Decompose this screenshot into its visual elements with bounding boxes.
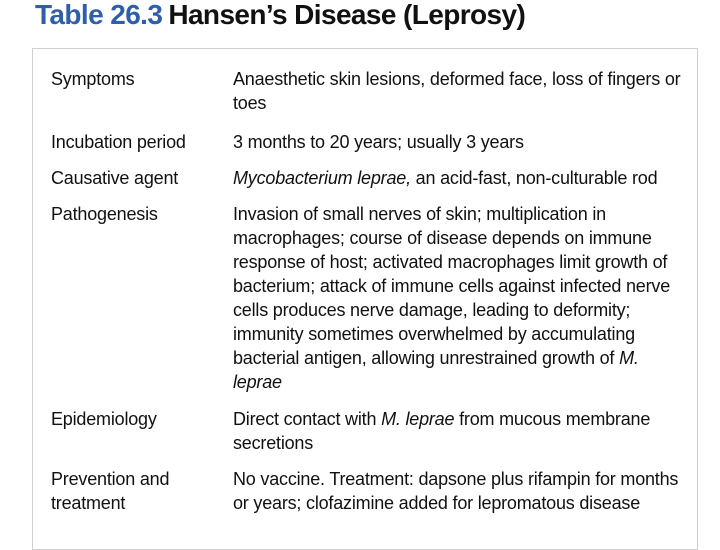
table-number: Table 26.3	[35, 0, 163, 30]
row-value-pathogenesis	[233, 202, 688, 394]
title-bar	[0, 0, 720, 40]
row-label-causative-agent: Causative agent	[51, 168, 179, 188]
disease-table	[32, 48, 698, 550]
row-value-prevention: No vaccine. Treatment: dapsone plus rifampin for months or years; clofazimine added for lepromatous disease	[233, 469, 679, 513]
epidemiology-suffix: from mucous membrane secretions	[233, 409, 651, 453]
row-value-incubation: 3 months to 20 years; usually 3 years	[233, 132, 524, 152]
row-label-symptoms: Symptoms	[51, 69, 135, 89]
row-label-pathogenesis: Pathogenesis	[51, 204, 158, 224]
organism-name: Mycobacterium leprae,	[233, 168, 411, 188]
row-label-epidemiology: Epidemiology	[51, 409, 157, 429]
table-heading: Hansen’s Disease (Leprosy)	[168, 0, 526, 30]
pathogenesis-text: Invasion of small nerves of skin; multiplication in macrophages; course of disease depends on immune response of host; activated macrophages limit growth of bacterium; attack of immune cells against infected nerve cells produces nerve damage, leading to deformity; immunity sometimes overwhelmed by accumulating bacterial antigen, allowing unrestrained growth of	[233, 204, 671, 368]
row-value-symptoms: Anaesthetic skin lesions, deformed face, loss of fingers or toes	[233, 69, 681, 113]
organism-abbrev: M. leprae	[233, 348, 639, 392]
organism-description: an acid-fast, non-culturable rod	[410, 168, 658, 188]
row-label-incubation: Incubation period	[51, 132, 186, 152]
epidemiology-prefix: Direct contact with	[233, 409, 382, 429]
row-value-causative-agent	[233, 166, 688, 190]
row-value-epidemiology	[233, 407, 688, 455]
table-title	[35, 0, 525, 32]
organism-abbrev: M. leprae	[381, 409, 455, 429]
row-label-prevention: Prevention and treatment	[51, 469, 170, 513]
